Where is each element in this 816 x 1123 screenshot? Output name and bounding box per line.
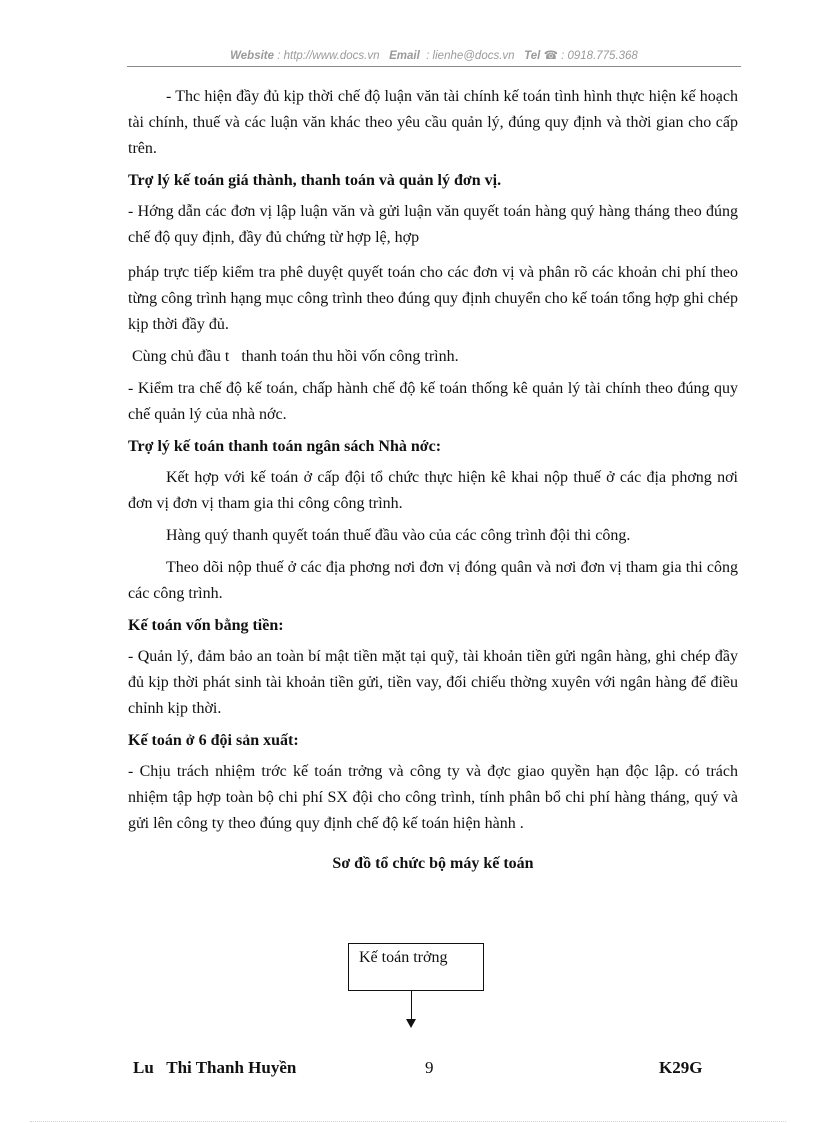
heading-cost-assistant: Trợ lý kế toán giá thành, thanh toán và quản lý đơn vị. [128,172,502,189]
email-label: Email [389,50,420,62]
paragraph-9: - Quản lý, đảm bảo an toàn bí mật tiền mặt tại quỹ, tài khoản tiền gửi ngân hàng, ghi chép đầy đủ kịp thời phát sinh tài khoản tiền gửi, tiền vay, đối chiếu thờng xuyên với ngân hàng để điều chỉnh kịp thời. [128,648,738,717]
diagram-title: Sơ đồ tổ chức bộ máy kế toán [332,855,534,872]
phone-icon: ☎ [543,50,558,62]
heading-budget-assistant: Trợ lý kế toán thanh toán ngân sách Nhà nớc: [128,438,442,455]
page-bottom-rule [30,1121,786,1122]
page-header [127,48,741,67]
footer-class: K29G [659,1058,703,1077]
website-label: Website [230,50,275,62]
paragraph-3: pháp trực tiếp kiểm tra phê duyệt quyết toán cho các đơn vị và phân rõ các khoản chi phí theo từng công trình hạng mục công trình theo đúng quy định chuyển cho kế toán tổng hợp ghi chép kịp thời đầy đủ. [128,264,738,333]
footer-author: Lu Thi Thanh Huyền [133,1058,297,1077]
chief-accountant-label: Kế toán trởng [359,949,448,966]
arrow-down-icon [406,1019,416,1028]
connector-line [411,991,412,1021]
heading-team-accounting: Kế toán ở 6 đội sản xuất: [128,732,299,749]
paragraph-6: Kết hợp với kế toán ở cấp đội tổ chức thực hiện kê khai nộp thuế ở các địa phơng nơi đơn vị đơn vị tham gia thi công công trình. [128,469,738,512]
tel-label: Tel [524,50,541,62]
document-body [128,84,738,873]
email-address: : lienhe@docs.vn [426,50,515,62]
phone-number: : 0918.775.368 [561,50,638,62]
paragraph-5: - Kiểm tra chế độ kế toán, chấp hành chế độ kế toán thống kê quản lý tài chính theo đúng quy chế quản lý của nhà nớc. [128,380,738,423]
footer-page-number: 9 [425,1058,434,1077]
paragraph-8: Theo dõi nộp thuế ở các địa phơng nơi đơn vị đóng quân và nơi đơn vị tham gia thi công các công trình. [128,559,738,602]
chief-accountant-box [348,943,484,991]
paragraph-2: - Hớng dẫn các đơn vị lập luận văn và gửi luận văn quyết toán hàng quý hàng tháng theo đúng chế độ quy định, đầy đủ chứng từ hợp lệ, hợp [128,203,738,246]
website-url: : http://www.docs.vn [277,50,380,62]
paragraph-10: - Chịu trách nhiệm trớc kế toán trởng và công ty và đợc giao quyền hạn độc lập. có trách nhiệm tập hợp toàn bộ chi phí SX đội cho công trình, tính phân bổ chi phí hàng tháng, quý và gửi lên công ty theo đúng quy định chế độ kế toán hiện hành . [128,763,738,832]
paragraph-7: Hàng quý thanh quyết toán thuế đầu vào của các công trình đội thi công. [166,527,631,544]
paragraph-4: Cùng chủ đầu t thanh toán thu hồi vốn công trình. [128,348,459,365]
paragraph-1: - Thc hiện đầy đủ kịp thời chế độ luận văn tài chính kế toán tình hình thực hiện kế hoạch tài chính, thuế và các luận văn khác theo yêu cầu quản lý, đúng quy định và thời gian cho cấp trên. [128,88,738,157]
heading-cash-accounting: Kế toán vốn bằng tiền: [128,617,284,634]
